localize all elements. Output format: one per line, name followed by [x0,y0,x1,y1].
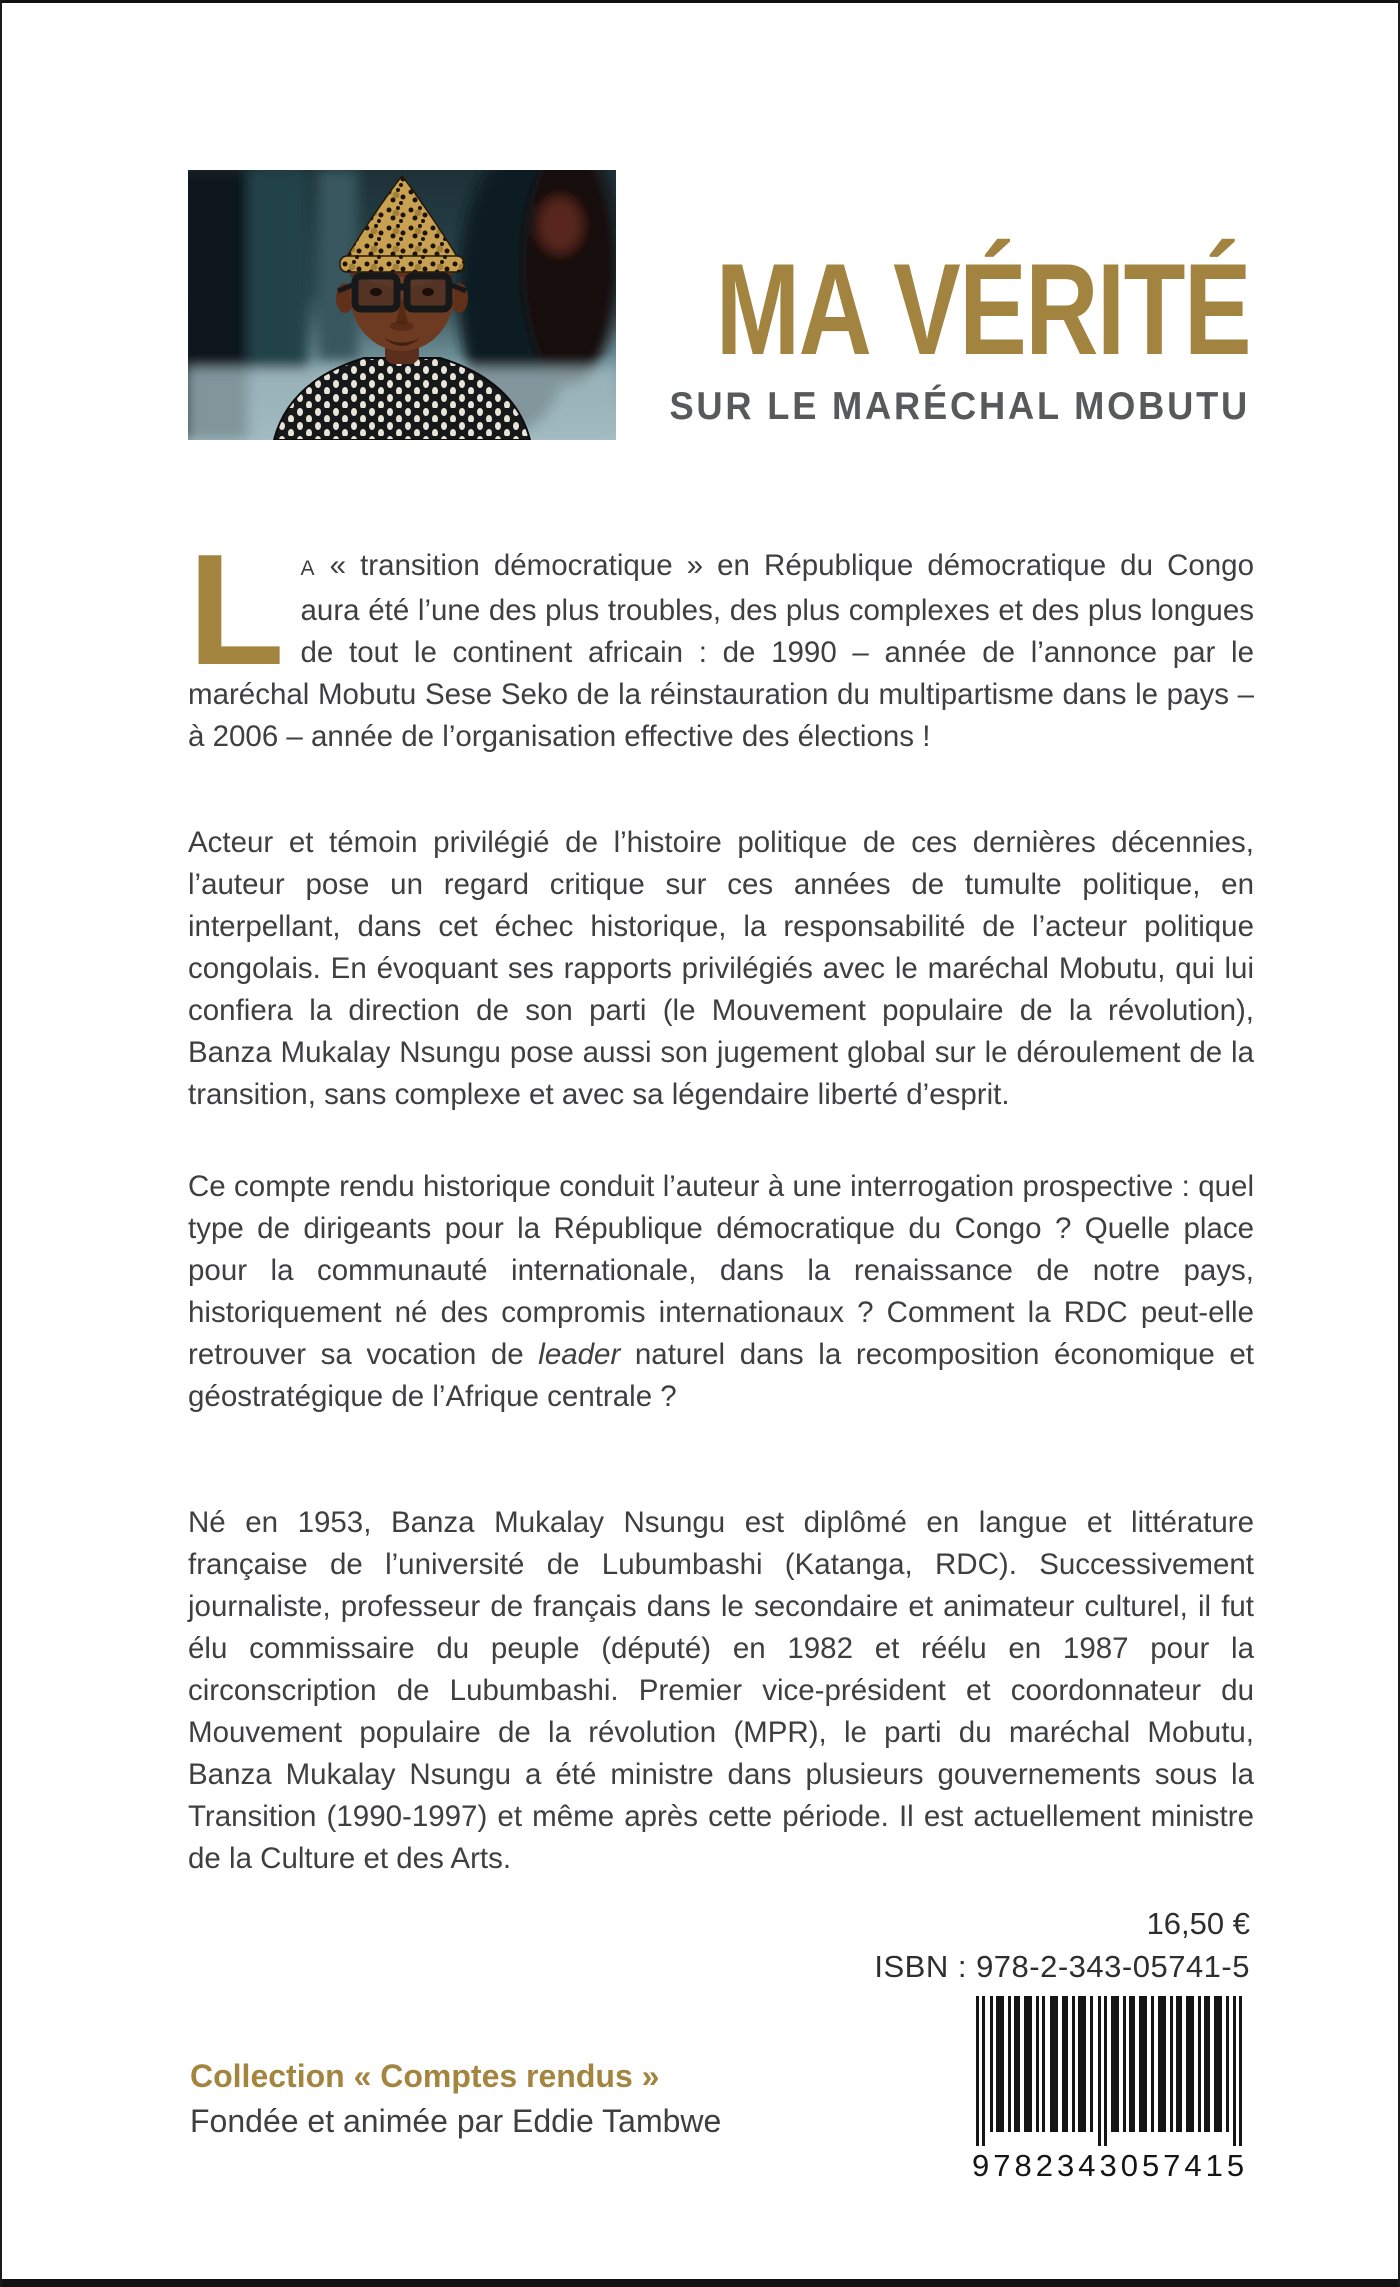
leadcap-letter: A [300,557,316,580]
title-block [565,236,1250,429]
isbn: ISBN : 978-2-343-05741-5 [874,1949,1250,1984]
mobutu-photo-illustration [188,170,616,440]
prospective-after: naturel dans la recomposition économique et géostratégique de l’Afrique centrale ? [188,1338,1254,1413]
back-cover-text [188,522,1254,1880]
mobutu-photo [188,170,616,440]
prospective-before: Ce compte rendu historique conduit l’auteur à une interrogation prospective : quel type de dirigeants pour la République démocratique du Congo ? Quelle place pour la communauté internationale, dans la renaissance de notre pays, historiquement né des compromis internationaux ? Comment la RDC peut-elle retrouver sa vocation de [188,1170,1254,1371]
price: 16,50 € [1146,1906,1250,1941]
book-subtitle: SUR LE MARÉCHAL MOBUTU [669,385,1250,429]
collection-founder: Fondée et animée par Eddie Tambwe [190,2103,722,2139]
prospective-italic-word: leader [538,1338,621,1371]
barcode [972,1996,1248,2184]
paragraph-prospective [188,1166,1254,1418]
bottom-rule [2,2279,1398,2287]
paragraph-intro [188,522,1254,758]
price-isbn-block [874,1906,1250,1985]
barcode-digit-group: 9 [972,2148,994,2183]
barcode-digit-group: 782343 [993,2148,1121,2183]
collection-title: Collection « Comptes rendus » [190,2058,660,2094]
barcode-digits [972,2148,1248,2184]
book-title: MA VÉRITÉ [715,236,1250,382]
barcode-bars [972,1996,1248,2146]
paragraph-intro-text: « transition démocratique » en République démocratique du Congo aura été l’une des plus troubles, des plus complexes et des plus longues de tout le continent africain : de 1990 – année de l’annonce par le maréchal Mobutu Sese Seko de la réinstauration du multipartisme dans le pays – à 2006 – année de l’organisation effective des élections ! [188,549,1254,753]
paragraph-author-bio: Né en 1953, Banza Mukalay Nsungu est diplômé en langue et littérature française de l’université de Lubumbashi (Katanga, RDC). Successivement journaliste, professeur de français dans le secondaire et animateur culturel, il fut élu commissaire du peuple (député) en 1982 et réélu en 1987 pour la circonscription de Lubumbashi. Premier vice-président et coordonnateur du Mouvement populaire de la révolution (MPR), le parti du maréchal Mobutu, Banza Mukalay Nsungu a été ministre dans plusieurs gouvernements sous la Transition (1990-1997) et même après cette période. Il est actuellement ministre de la Culture et des Arts. [188,1506,1254,1875]
top-rule [2,0,1398,3]
barcode-digit-group: 057415 [1120,2148,1249,2183]
collection-block [190,2058,721,2140]
paragraph-analysis: Acteur et témoin privilégié de l’histoire politique de ces dernières décennies, l’auteur pose un regard critique sur ces années de tumulte politique, en interpellant, dans cet échec historique, la responsabilité de l’acteur politique congolais. En évoquant ses rapports privilégiés avec le maréchal Mobutu, qui lui confiera la direction de son parti (le Mouvement populaire de la révolution), Banza Mukalay Nsungu pose aussi son jugement global sur le déroulement de la transition, sans complexe et avec sa légendaire liberté d’esprit. [188,826,1254,1111]
dropcap-letter: L [188,522,285,698]
